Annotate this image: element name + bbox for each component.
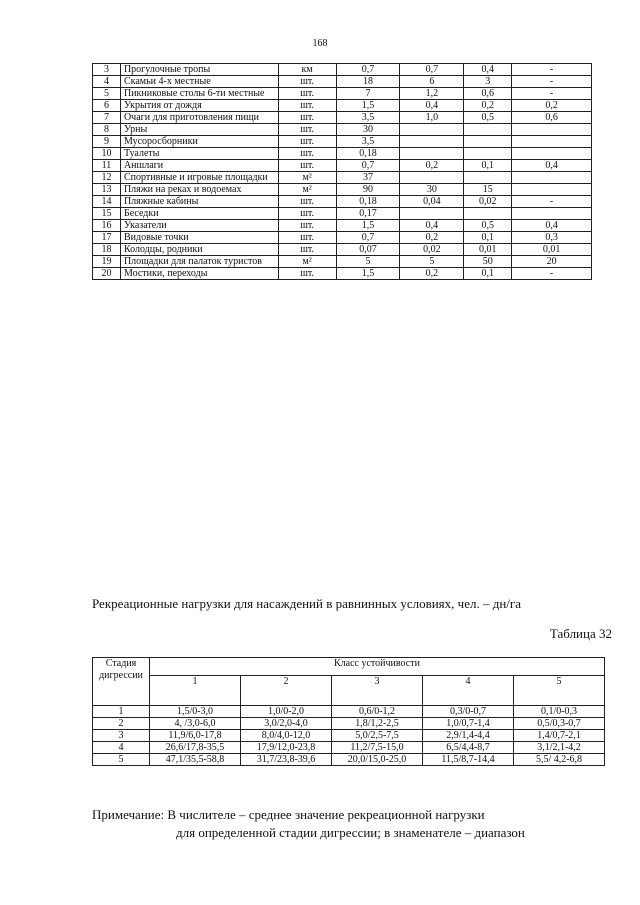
class-header: 4 (423, 676, 514, 706)
value-d: 0,01 (512, 244, 592, 256)
value-b: 0,7 (400, 64, 464, 76)
value-a: 3,5 (336, 112, 400, 124)
value-a: 1,5 (336, 268, 400, 280)
facility-name: Пикниковые столы 6-ти местные (120, 88, 278, 100)
row-number: 15 (93, 208, 121, 220)
table-row (93, 244, 592, 256)
row-number: 10 (93, 148, 121, 160)
load-value: 0,1/0-0,3 (514, 706, 605, 718)
load-value: 17,9/12,0-23,8 (241, 742, 332, 754)
facility-name: Аншлаги (120, 160, 278, 172)
load-value: 20,0/15,0-25,0 (332, 754, 423, 766)
row-number: 6 (93, 100, 121, 112)
value-b (400, 124, 464, 136)
facilities-table (92, 63, 592, 280)
facility-name: Видовые точки (120, 232, 278, 244)
table-caption: Рекреационные нагрузки для насаждений в равнинных условиях, чел. – дн/га (92, 596, 521, 611)
facility-name: Пляжи на реках и водоемах (120, 184, 278, 196)
value-a: 37 (336, 172, 400, 184)
row-number: 11 (93, 160, 121, 172)
load-value: 1,5/0-3,0 (150, 706, 241, 718)
value-c: 0,02 (464, 196, 512, 208)
unit: м² (278, 172, 336, 184)
value-b (400, 136, 464, 148)
facility-name: Площадки для палаток туристов (120, 256, 278, 268)
table-row (93, 706, 605, 718)
value-a: 18 (336, 76, 400, 88)
value-d (512, 184, 592, 196)
value-c (464, 124, 512, 136)
row-number: 16 (93, 220, 121, 232)
value-c: 15 (464, 184, 512, 196)
value-d: - (512, 88, 592, 100)
load-value: 1,0/0,7-1,4 (423, 718, 514, 730)
value-c: 0,1 (464, 232, 512, 244)
value-d (512, 208, 592, 220)
value-d: 0,4 (512, 160, 592, 172)
facility-name: Прогулочные тропы (120, 64, 278, 76)
value-c: 0,5 (464, 112, 512, 124)
unit: км (278, 64, 336, 76)
class-header: 2 (241, 676, 332, 706)
load-value: 5,5/ 4,2-6,8 (514, 754, 605, 766)
table-number: Таблица 32 (549, 626, 612, 641)
value-d: 0,2 (512, 100, 592, 112)
value-a: 1,5 (336, 100, 400, 112)
value-a: 0,07 (336, 244, 400, 256)
table-row (93, 172, 592, 184)
load-value: 1,4/0,7-2,1 (514, 730, 605, 742)
value-c (464, 136, 512, 148)
load-value: 3,0/2,0-4,0 (241, 718, 332, 730)
table-row (93, 718, 605, 730)
value-c: 0,1 (464, 268, 512, 280)
class-header: 5 (514, 676, 605, 706)
stage-number: 3 (93, 730, 150, 742)
row-number: 3 (93, 64, 121, 76)
load-value: 11,5/8,7-14,4 (423, 754, 514, 766)
load-value: 1,8/1,2-2,5 (332, 718, 423, 730)
value-d (512, 172, 592, 184)
unit: шт. (278, 220, 336, 232)
value-d (512, 136, 592, 148)
value-b: 0,4 (400, 220, 464, 232)
value-a: 1,5 (336, 220, 400, 232)
facility-name: Очаги для приготовления пищи (120, 112, 278, 124)
stage-number: 1 (93, 706, 150, 718)
table-row (93, 64, 592, 76)
stage-number: 4 (93, 742, 150, 754)
value-a: 30 (336, 124, 400, 136)
unit: шт. (278, 100, 336, 112)
facility-name: Пляжные кабины (120, 196, 278, 208)
value-d: - (512, 76, 592, 88)
value-a: 7 (336, 88, 400, 100)
facility-name: Колодцы, родники (120, 244, 278, 256)
note-line-1: Примечание: В числителе – среднее значение рекреационной нагрузки (92, 807, 485, 822)
table-row (93, 148, 592, 160)
facility-name: Беседки (120, 208, 278, 220)
load-value: 6,5/4,4-8,7 (423, 742, 514, 754)
load-value: 0,5/0,3-0,7 (514, 718, 605, 730)
unit: шт. (278, 124, 336, 136)
value-b: 0,2 (400, 232, 464, 244)
value-b: 0,04 (400, 196, 464, 208)
table-row (93, 742, 605, 754)
table-row (93, 730, 605, 742)
row-number: 12 (93, 172, 121, 184)
unit: шт. (278, 232, 336, 244)
value-b (400, 172, 464, 184)
value-d (512, 124, 592, 136)
recreational-load-table (92, 657, 605, 766)
value-b (400, 208, 464, 220)
facility-name: Туалеты (120, 148, 278, 160)
table-row (93, 196, 592, 208)
value-b: 5 (400, 256, 464, 268)
table-row (93, 208, 592, 220)
header-stage: Стадия дигрессии (93, 658, 150, 706)
value-c: 0,1 (464, 160, 512, 172)
value-d: 0,4 (512, 220, 592, 232)
table-row (93, 112, 592, 124)
value-c: 0,2 (464, 100, 512, 112)
unit: шт. (278, 196, 336, 208)
unit: м² (278, 256, 336, 268)
class-header: 3 (332, 676, 423, 706)
value-c: 0,4 (464, 64, 512, 76)
value-b: 0,2 (400, 160, 464, 172)
table-row (93, 88, 592, 100)
value-b: 1,0 (400, 112, 464, 124)
value-d: 20 (512, 256, 592, 268)
facility-name: Указатели (120, 220, 278, 232)
value-a: 0,17 (336, 208, 400, 220)
class-header: 1 (150, 676, 241, 706)
unit: шт. (278, 76, 336, 88)
value-d: - (512, 64, 592, 76)
value-c: 0,6 (464, 88, 512, 100)
row-number: 18 (93, 244, 121, 256)
value-a: 0,7 (336, 64, 400, 76)
load-value: 0,6/0-1,2 (332, 706, 423, 718)
table-row (93, 268, 592, 280)
facility-name: Урны (120, 124, 278, 136)
value-c (464, 172, 512, 184)
load-value: 26,6/17,8-35,5 (150, 742, 241, 754)
load-value: 4, /3,0-6,0 (150, 718, 241, 730)
value-d: 0,3 (512, 232, 592, 244)
value-a: 0,18 (336, 196, 400, 208)
row-number: 4 (93, 76, 121, 88)
unit: шт. (278, 160, 336, 172)
unit: шт. (278, 148, 336, 160)
table-row (93, 220, 592, 232)
value-b: 0,2 (400, 268, 464, 280)
facility-name: Спортивные и игровые площадки (120, 172, 278, 184)
value-a: 3,5 (336, 136, 400, 148)
unit: шт. (278, 112, 336, 124)
load-value: 2,9/1,4-4,4 (423, 730, 514, 742)
row-number: 5 (93, 88, 121, 100)
value-b: 30 (400, 184, 464, 196)
stage-number: 2 (93, 718, 150, 730)
value-c: 50 (464, 256, 512, 268)
value-c: 3 (464, 76, 512, 88)
facility-name: Мостики, переходы (120, 268, 278, 280)
row-number: 7 (93, 112, 121, 124)
facility-name: Укрытия от дождя (120, 100, 278, 112)
table-row (93, 124, 592, 136)
row-number: 13 (93, 184, 121, 196)
value-d: - (512, 196, 592, 208)
page-number: 168 (312, 38, 328, 49)
table-row (93, 100, 592, 112)
note-line-2: для определенной стадии дигрессии; в знаменателе – диапазон (176, 825, 525, 840)
unit: шт. (278, 208, 336, 220)
table-row (93, 184, 592, 196)
load-value: 8,0/4,0-12,0 (241, 730, 332, 742)
table-row (93, 76, 592, 88)
value-a: 90 (336, 184, 400, 196)
value-d: 0,6 (512, 112, 592, 124)
row-number: 17 (93, 232, 121, 244)
unit: шт. (278, 136, 336, 148)
row-number: 8 (93, 124, 121, 136)
unit: шт. (278, 88, 336, 100)
load-value: 3,1/2,1-4,2 (514, 742, 605, 754)
unit: шт. (278, 244, 336, 256)
table-row (93, 754, 605, 766)
value-a: 0,7 (336, 232, 400, 244)
facility-name: Мусоросборники (120, 136, 278, 148)
unit: шт. (278, 268, 336, 280)
load-value: 11,9/6,0-17,8 (150, 730, 241, 742)
table-row (93, 232, 592, 244)
load-value: 5,0/2,5-7,5 (332, 730, 423, 742)
row-number: 9 (93, 136, 121, 148)
row-number: 14 (93, 196, 121, 208)
facility-name: Скамьи 4-х местные (120, 76, 278, 88)
value-c: 0,5 (464, 220, 512, 232)
unit: м² (278, 184, 336, 196)
row-number: 19 (93, 256, 121, 268)
value-c (464, 148, 512, 160)
load-value: 0,3/0-0,7 (423, 706, 514, 718)
load-value: 47,1/35,5-58,8 (150, 754, 241, 766)
table-row (93, 136, 592, 148)
load-value: 1,0/0-2,0 (241, 706, 332, 718)
value-b: 0,02 (400, 244, 464, 256)
stage-number: 5 (93, 754, 150, 766)
header-class: Класс устойчивости (150, 658, 605, 676)
value-a: 0,18 (336, 148, 400, 160)
load-value: 11,2/7,5-15,0 (332, 742, 423, 754)
value-c: 0,01 (464, 244, 512, 256)
value-b: 1,2 (400, 88, 464, 100)
value-d (512, 148, 592, 160)
load-value: 31,7/23,8-39,6 (241, 754, 332, 766)
value-b (400, 148, 464, 160)
value-b: 0,4 (400, 100, 464, 112)
row-number: 20 (93, 268, 121, 280)
value-a: 5 (336, 256, 400, 268)
value-b: 6 (400, 76, 464, 88)
value-c (464, 208, 512, 220)
table-row (93, 160, 592, 172)
value-d: - (512, 268, 592, 280)
table-row (93, 256, 592, 268)
value-a: 0,7 (336, 160, 400, 172)
